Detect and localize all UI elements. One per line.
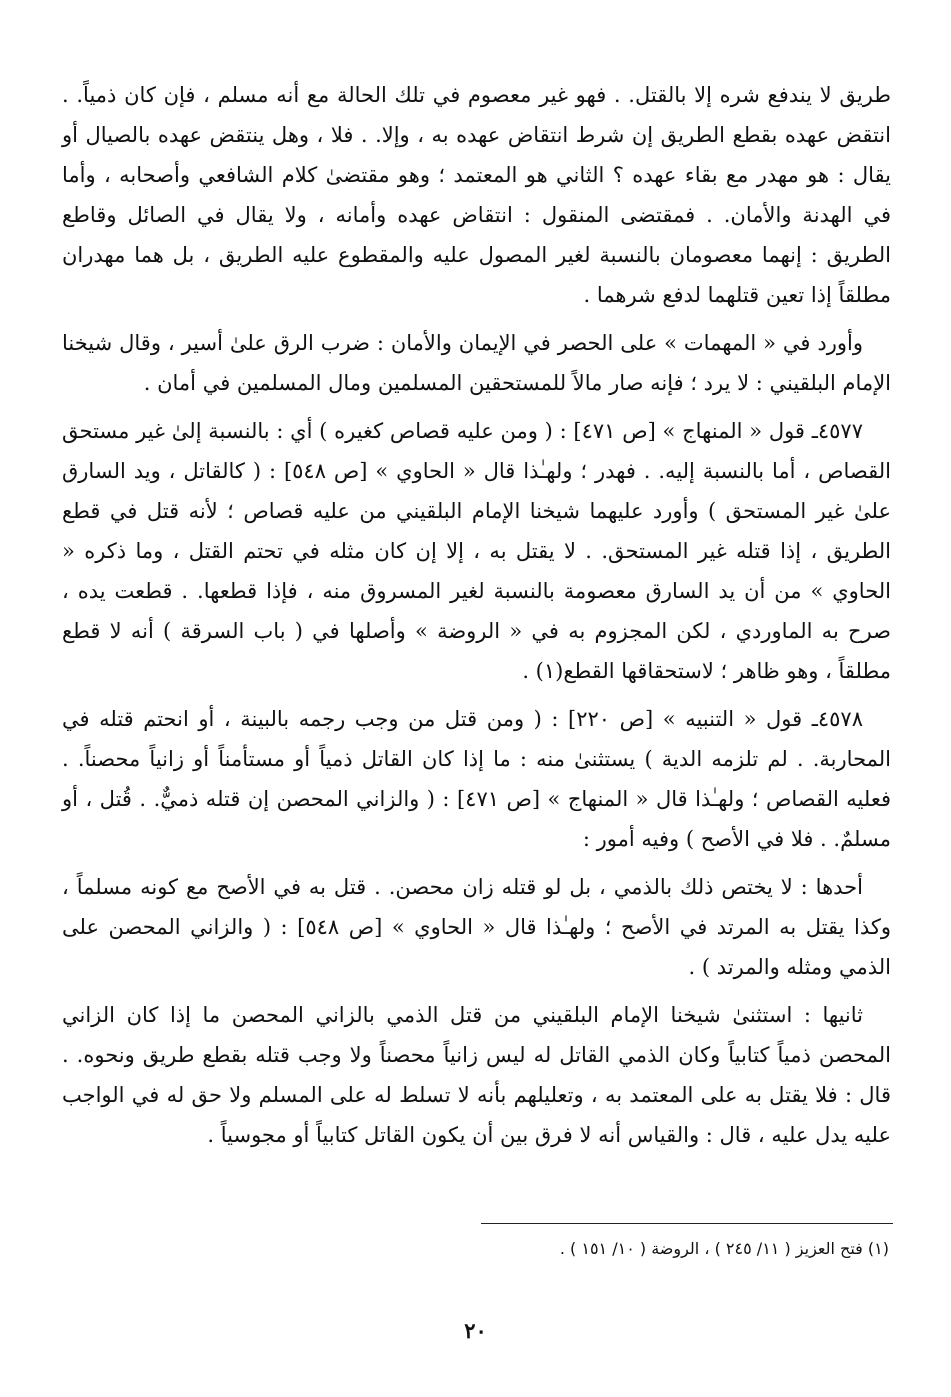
footnote-divider xyxy=(481,1223,893,1224)
paragraph-first-point: أحدها : لا يختص ذلك بالذمي ، بل لو قتله زان محصن. . قتل به في الأصح مع كونه مسلماً ، وكذا يقتل به المرتد في الأصح ؛ ولهـٰذا قال « الحاوي » [ص ٥٤٨] : ( والزاني المحصن على الذمي ومثله والمرتد ) . xyxy=(62,875,891,979)
paragraph-second-point: ثانيها : استثنىٰ شيخنا الإمام البلقيني من قتل الذمي بالزاني المحصن ما إذا كان الزاني المحصن ذمياً كتابياً وكان الذمي القاتل له ليس زانياً محصناً ولا وجب قتله بقطع طريق ونحوه. . قال : فلا يقتل به على المعتمد به ، وتعليلهم بأنه لا تسلط له على المسلم ولا حق له في الواجب عليه يدل عليه ، قال : والقياس أنه لا فرق بين أن يكون القاتل كتابياً أو مجوسياً . xyxy=(62,1003,891,1147)
page-body xyxy=(62,75,891,1155)
page-number: ٢٠ xyxy=(464,1318,487,1343)
paragraph-4577: ٤٥٧٧ـ قول « المنهاج » [ص ٤٧١] : ( ومن عليه قصاص كغيره ) أي : بالنسبة إلىٰ غير مستحق القصاص ، أما بالنسبة إليه. . فهدر ؛ ولهـٰذا قال « الحاوي » [ص ٥٤٨] : ( كالقاتل ، ويد السارق علىٰ غير المستحق ) وأورد عليهما شيخنا الإمام البلقيني من عليه قصاص ؛ لأنه قتل في قطع الطريق ، إذا قتله غير المستحق. . لا يقتل به ، إلا إن كان مثله في تحتم القتل ، وما ذكره « الحاوي » من أن يد السارق معصومة بالنسبة لغير المسروق منه ، فإذا قطعها. . قطعت يده ، صرح به الماوردي ، لكن المجزوم به في « الروضة » وأصلها في ( باب السرقة ) أنه لا قطع مطلقاً ، وهو ظاهر ؛ لاستحقاقها القطع(١) . xyxy=(62,419,891,683)
paragraph-2: وأورد في « المهمات » على الحصر في الإيمان والأمان : ضرب الرق علىٰ أسير ، وقال شيخنا الإمام البلقيني : لا يرد ؛ فإنه صار مالاً للمستحقين المسلمين ومال المسلمين في أمان . xyxy=(62,331,891,395)
footnote: (١) فتح العزيز ( ١١/ ٢٤٥ ) ، الروضة ( ١٠/ ١٥١ ) . xyxy=(559,1239,889,1258)
paragraph-4578: ٤٥٧٨ـ قول « التنبيه » [ص ٢٢٠] : ( ومن قتل من وجب رجمه بالبينة ، أو انحتم قتله في المحاربة. . لم تلزمه الدية ) يستثنىٰ منه : ما إذا كان القاتل ذمياً أو مستأمناً أو زانياً محصناً. . فعليه القصاص ؛ ولهـٰذا قال « المنهاج » [ص ٤٧١] : ( والزاني المحصن إن قتله ذميٌّ. . قُتل ، أو مسلمٌ. . فلا في الأصح ) وفيه أمور : xyxy=(62,707,891,851)
paragraph-1: طريق لا يندفع شره إلا بالقتل. . فهو غير معصوم في تلك الحالة مع أنه مسلم ، فإن كان ذمياً. . انتقض عهده بقطع الطريق إن شرط انتقاض عهده به ، وإلا. . فلا ، وهل ينتقض عهده بالصيال أو يقال : هو مهدر مع بقاء عهده ؟ الثاني هو المعتمد ؛ وهو مقتضىٰ كلام الشافعي وأصحابه ، وأما في الهدنة والأمان. . فمقتضى المنقول : انتقاض عهده وأمانه ، ولا يقال في الصائل وقاطع الطريق : إنهما معصومان بالنسبة لغير المصول عليه والمقطوع عليه الطريق ، بل هما مهدران مطلقاً إذا تعين قتلهما لدفع شرهما . xyxy=(62,83,892,307)
